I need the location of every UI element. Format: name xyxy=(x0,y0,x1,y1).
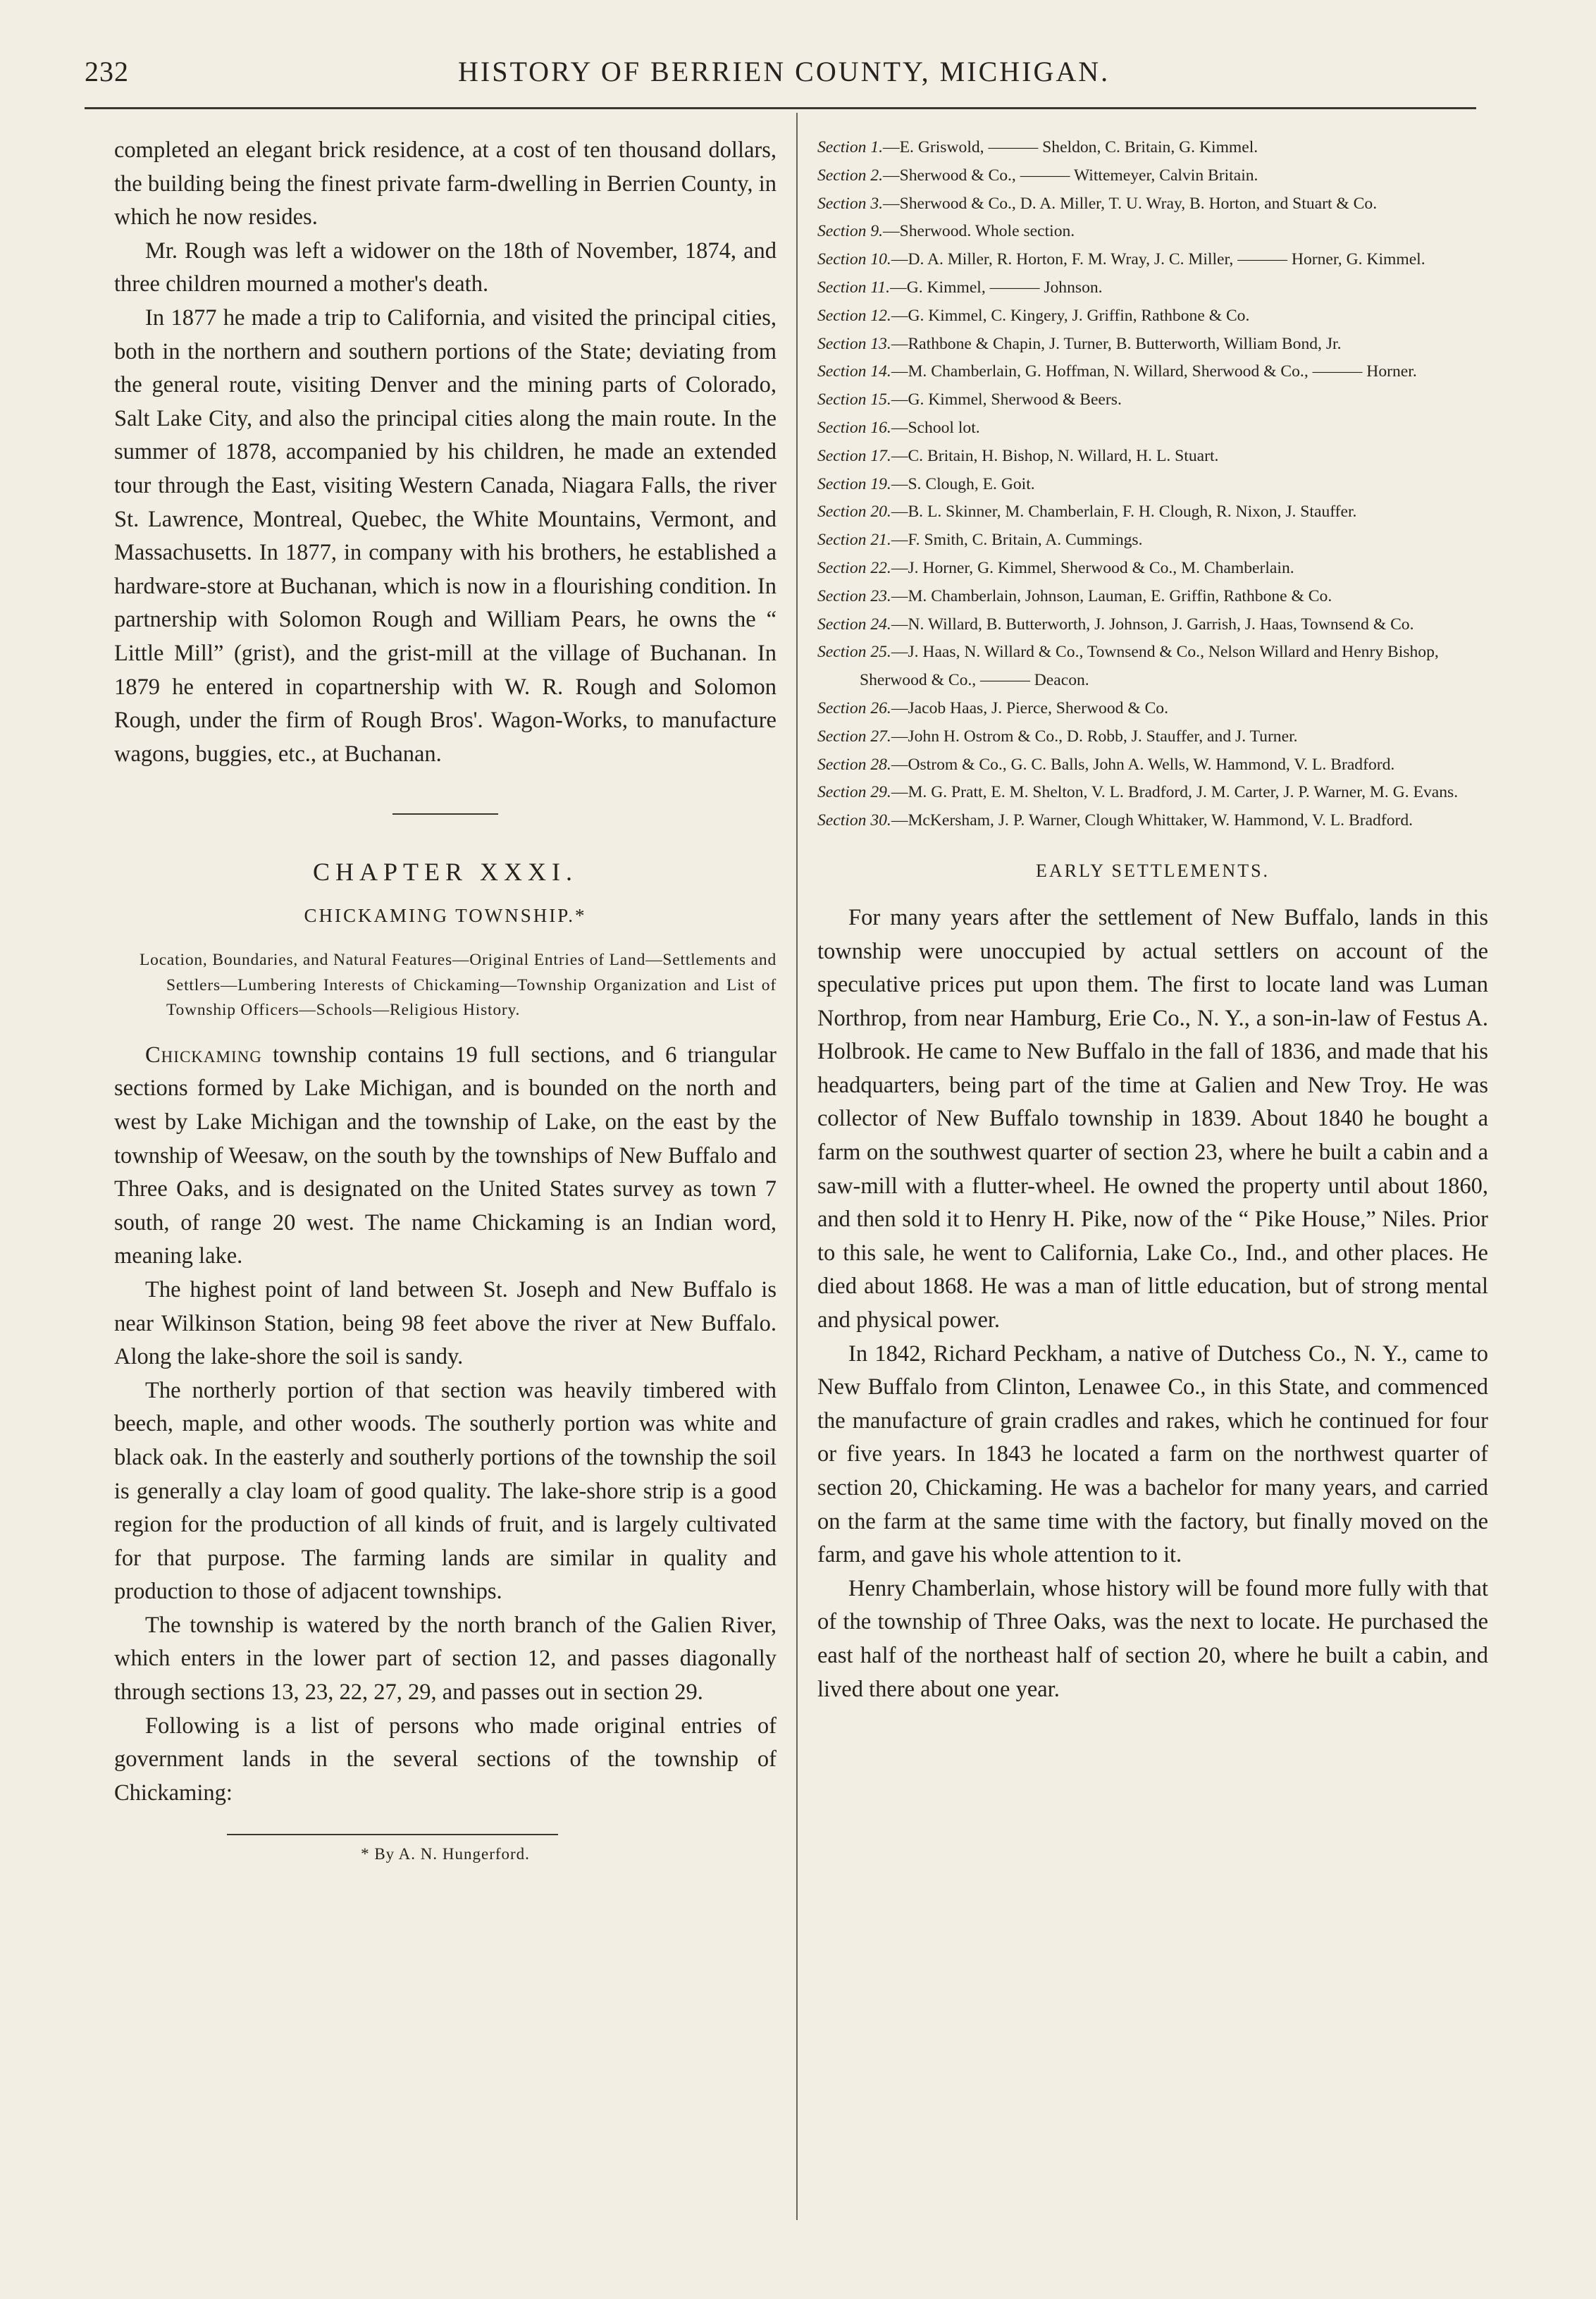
footnote: * By A. N. Hungerford. xyxy=(361,1845,530,1863)
section-owners: —School lot. xyxy=(891,418,980,437)
section-entry xyxy=(817,190,1488,218)
section-owners: —B. L. Skinner, M. Chamberlain, F. H. Clough, R. Nixon, J. Stauffer. xyxy=(891,503,1357,522)
section-owners: —C. Britain, H. Bishop, N. Willard, H. L. Stuart. xyxy=(891,446,1219,465)
chapter-title: CHAPTER XXXI. xyxy=(312,858,578,887)
section-entry xyxy=(817,807,1488,835)
section-entry xyxy=(817,386,1488,414)
section-entry xyxy=(817,358,1488,386)
paragraph-river: The township is watered by the north branch of the Galien River, which enters in the lower part of section 12, and passes diagonally through sections 13, 23, 22, 27, 29, and passes out in section 29. xyxy=(114,1612,777,1706)
section-label: Section 3. xyxy=(817,194,884,213)
paragraph-highest-point: The highest point of land between St. Joseph and New Buffalo is near Wilkinson Station, being 98 feet above the river at New Buffalo. Along the lake-shore the soil is sandy. xyxy=(114,1276,777,1370)
section-label: Section 23. xyxy=(817,586,891,605)
section-entry xyxy=(817,498,1488,526)
section-owners: —Rathbone & Chapin, J. Turner, B. Butterworth, William Bond, Jr. xyxy=(891,334,1342,353)
left-column xyxy=(114,134,777,1863)
section-label: Section 2. xyxy=(817,166,884,185)
section-owners: —M. G. Pratt, E. M. Shelton, V. L. Bradford, J. M. Carter, J. P. Warner, M. G. Evans. xyxy=(891,783,1459,802)
section-owners: —J. Horner, G. Kimmel, Sherwood & Co., M. Chamberlain. xyxy=(891,558,1294,577)
section-entry xyxy=(817,695,1488,723)
section-owners: —Jacob Haas, J. Pierce, Sherwood & Co. xyxy=(891,698,1168,717)
section-label: Section 9. xyxy=(817,222,884,241)
section-entry xyxy=(817,414,1488,443)
section-owners: —E. Griswold, ——— Sheldon, C. Britain, G. Kimmel. xyxy=(883,138,1258,156)
section-label: Section 24. xyxy=(817,615,891,634)
section-label: Section 29. xyxy=(817,783,891,802)
lead-word: Chickaming xyxy=(145,1042,262,1068)
paragraph-peckham: In 1842, Richard Peckham, a native of Dutchess Co., N. Y., came to New Buffalo from Clinton, Lenawee Co., in this State, and commenced the manufacture of grain cradles and rakes, which he continued for four or five years. In 1843 he located a farm on the northwest quarter of section 20, Chickaming. He was a bachelor for many years, and carried on the farm at the same time with the factory, but finally moved on the farm, and gave his whole attention to it. xyxy=(817,1340,1488,1568)
section-owners: —McKersham, J. P. Warner, Clough Whittaker, W. Hammond, V. L. Bradford. xyxy=(891,811,1413,830)
chapter-summary: Location, Boundaries, and Natural Features—Original Entries of Land—Settlements and Settlers—Lumbering Interests of Chickaming—Township Organization and List of Township Officers—Schools—Religious History. xyxy=(140,951,777,1020)
section-label: Section 12. xyxy=(817,306,891,325)
paragraph-northrop: For many years after the settlement of New Buffalo, lands in this township were unoccupied by actual settlers on account of the speculative prices put upon them. The first to locate land was Luman Northrop, from near Hamburg, Erie Co., N. Y., a son-in-law of Festus A. Holbrook. He came to New Buffalo in the fall of 1836, and made that his headquarters, being part of the time at Galien and New Troy. He was collector of New Buffalo township in 1839. About 1840 he bought a farm on the southwest quarter of section 23, where he built a cabin and a saw-mill with a flutter-wheel. He owned the property until about 1860, and then sold it to Henry H. Pike, now of the “ Pike House,” Niles. Prior to this sale, he went to California, Lake Co., Ind., and other places. He died about 1868. He was a man of little education, but of strong mental and physical power. xyxy=(817,904,1488,1333)
section-label: Section 13. xyxy=(817,334,891,353)
section-owners: —Ostrom & Co., G. C. Balls, John A. Wells, W. Hammond, V. L. Bradford. xyxy=(891,755,1395,774)
section-label: Section 22. xyxy=(817,558,891,577)
paragraph-chickaming-location xyxy=(114,1039,777,1274)
early-settlements-title: EARLY SETTLEMENTS. xyxy=(1035,860,1270,881)
paragraph-travels: In 1877 he made a trip to California, and visited the principal cities, both in the northern and southern portions of the State; deviating from the general route, visiting Denver and the mining parts of Colorado, Salt Lake City, and also the principal cities along the main route. In the summer of 1878, accompanied by his children, he made an extended tour through the East, visiting Western Canada, Niagara Falls, the river St. Lawrence, Montreal, Quebec, the White Mountains, Vermont, and Massachusetts. In 1877, in company with his brothers, he established a hardware-store at Buchanan, which is now in a flourishing condition. In partnership with Solomon Rough and William Pears, he owns the “ Little Mill” (grist), and the grist-mill at the village of Buchanan. In 1879 he entered in copartnership with W. R. Rough and Solomon Rough, under the firm of Rough Bros'. Wagon-Works, to manufacture wagons, buggies, etc., at Buchanan. xyxy=(114,304,777,767)
section-owners: —Sherwood. Whole section. xyxy=(883,222,1075,241)
section-entry xyxy=(817,583,1488,611)
paragraph-continued: completed an elegant brick residence, at a cost of ten thousand dollars, the building being the finest private farm-dwelling in Berrien County, in which he now resides. xyxy=(114,137,777,230)
section-entry xyxy=(817,162,1488,190)
section-owners: —G. Kimmel, Sherwood & Beers. xyxy=(891,390,1122,409)
section-entry xyxy=(817,751,1488,779)
section-entries-list xyxy=(817,134,1488,835)
section-entry xyxy=(817,134,1488,162)
section-owners: —S. Clough, E. Goit. xyxy=(891,474,1035,493)
column-divider xyxy=(796,113,798,2220)
section-entry xyxy=(817,443,1488,471)
township-title: CHICKAMING TOWNSHIP.* xyxy=(304,905,587,927)
right-column xyxy=(817,134,1488,1706)
section-owners: —F. Smith, C. Britain, A. Cummings. xyxy=(891,531,1143,550)
section-label: Section 15. xyxy=(817,390,891,409)
section-entry xyxy=(817,331,1488,359)
section-entry xyxy=(817,302,1488,331)
section-label: Section 20. xyxy=(817,503,891,522)
section-label: Section 25. xyxy=(817,643,891,662)
section-owners: —Sherwood & Co., D. A. Miller, T. U. Wray, B. Horton, and Stuart & Co. xyxy=(883,194,1378,213)
section-label: Section 28. xyxy=(817,755,891,774)
section-owners: —G. Kimmel, ——— Johnson. xyxy=(890,278,1103,297)
section-label: Section 26. xyxy=(817,698,891,717)
section-label: Section 19. xyxy=(817,474,891,493)
section-owners: —G. Kimmel, C. Kingery, J. Griffin, Rathbone & Co. xyxy=(891,306,1250,325)
section-label: Section 17. xyxy=(817,446,891,465)
section-entry xyxy=(817,274,1488,302)
section-owners: —Sherwood & Co., ——— Wittemeyer, Calvin Britain. xyxy=(883,166,1258,185)
section-entry xyxy=(817,218,1488,246)
paragraph-chickaming-location-text: township contains 19 full sections, and 6 triangular sections formed by Lake Michigan, and is bounded on the north and west by Lake Michigan and the township of Lake, on the east by the township of Weesaw, on the south by the townships of New Buffalo and Three Oaks, and is designated on the United States survey as town 7 south, of range 20 west. The name Chickaming is an Indian word, meaning lake. xyxy=(114,1042,777,1269)
running-title: HISTORY OF BERRIEN COUNTY, MICHIGAN. xyxy=(458,56,1111,87)
section-separator xyxy=(392,813,498,815)
section-entry xyxy=(817,611,1488,639)
section-owners: —John H. Ostrom & Co., D. Robb, J. Stauffer, and J. Turner. xyxy=(891,727,1298,746)
header-rule xyxy=(85,107,1476,109)
page-number: 232 xyxy=(85,56,129,87)
section-label: Section 16. xyxy=(817,418,891,437)
section-label: Section 27. xyxy=(817,727,891,746)
section-label: Section 30. xyxy=(817,811,891,830)
section-entry xyxy=(817,526,1488,555)
page-header xyxy=(85,55,1501,97)
section-owners: —M. Chamberlain, Johnson, Lauman, E. Griffin, Rathbone & Co. xyxy=(891,586,1332,605)
section-label: Section 14. xyxy=(817,362,891,381)
section-owners: —J. Haas, N. Willard & Co., Townsend & Co., Nelson Willard and Henry Bishop, Sherwood & Co., ——— Deacon. xyxy=(860,643,1439,690)
paragraph-chamberlain: Henry Chamberlain, whose history will be found more fully with that of the township of Three Oaks, was the next to locate. He purchased the east half of the northeast half of section 20, where he built a cabin, and lived there about one year. xyxy=(817,1575,1488,1702)
section-entry xyxy=(817,723,1488,751)
section-label: Section 11. xyxy=(817,278,891,297)
section-owners: —D. A. Miller, R. Horton, F. M. Wray, J. C. Miller, ——— Horner, G. Kimmel. xyxy=(891,250,1425,269)
section-owners: —N. Willard, B. Butterworth, J. Johnson, J. Garrish, J. Haas, Townsend & Co. xyxy=(891,615,1414,634)
footnote-rule xyxy=(227,1834,558,1835)
section-entry xyxy=(817,779,1488,807)
paragraph-widower: Mr. Rough was left a widower on the 18th of November, 1874, and three children mourned a mother's death. xyxy=(114,238,777,297)
section-label: Section 21. xyxy=(817,531,891,550)
section-label: Section 10. xyxy=(817,250,891,269)
section-entry xyxy=(817,246,1488,274)
paragraph-timber: The northerly portion of that section was heavily timbered with beech, maple, and other woods. The southerly portion was white and black oak. In the easterly and southerly portions of the township the soil is generally a clay loam of good quality. The lake-shore strip is a good region for the production of all kinds of fruit, and is largely cultivated for that purpose. The farming lands are similar in quality and production to those of adjacent townships. xyxy=(114,1377,777,1605)
paragraph-entries-intro: Following is a list of persons who made original entries of government lands in the several sections of the township of Chickaming: xyxy=(114,1713,777,1806)
section-entry xyxy=(817,555,1488,583)
section-entry xyxy=(817,639,1488,695)
section-entry xyxy=(817,471,1488,499)
section-label: Section 1. xyxy=(817,138,884,156)
section-owners: —M. Chamberlain, G. Hoffman, N. Willard, Sherwood & Co., ——— Horner. xyxy=(891,362,1417,381)
